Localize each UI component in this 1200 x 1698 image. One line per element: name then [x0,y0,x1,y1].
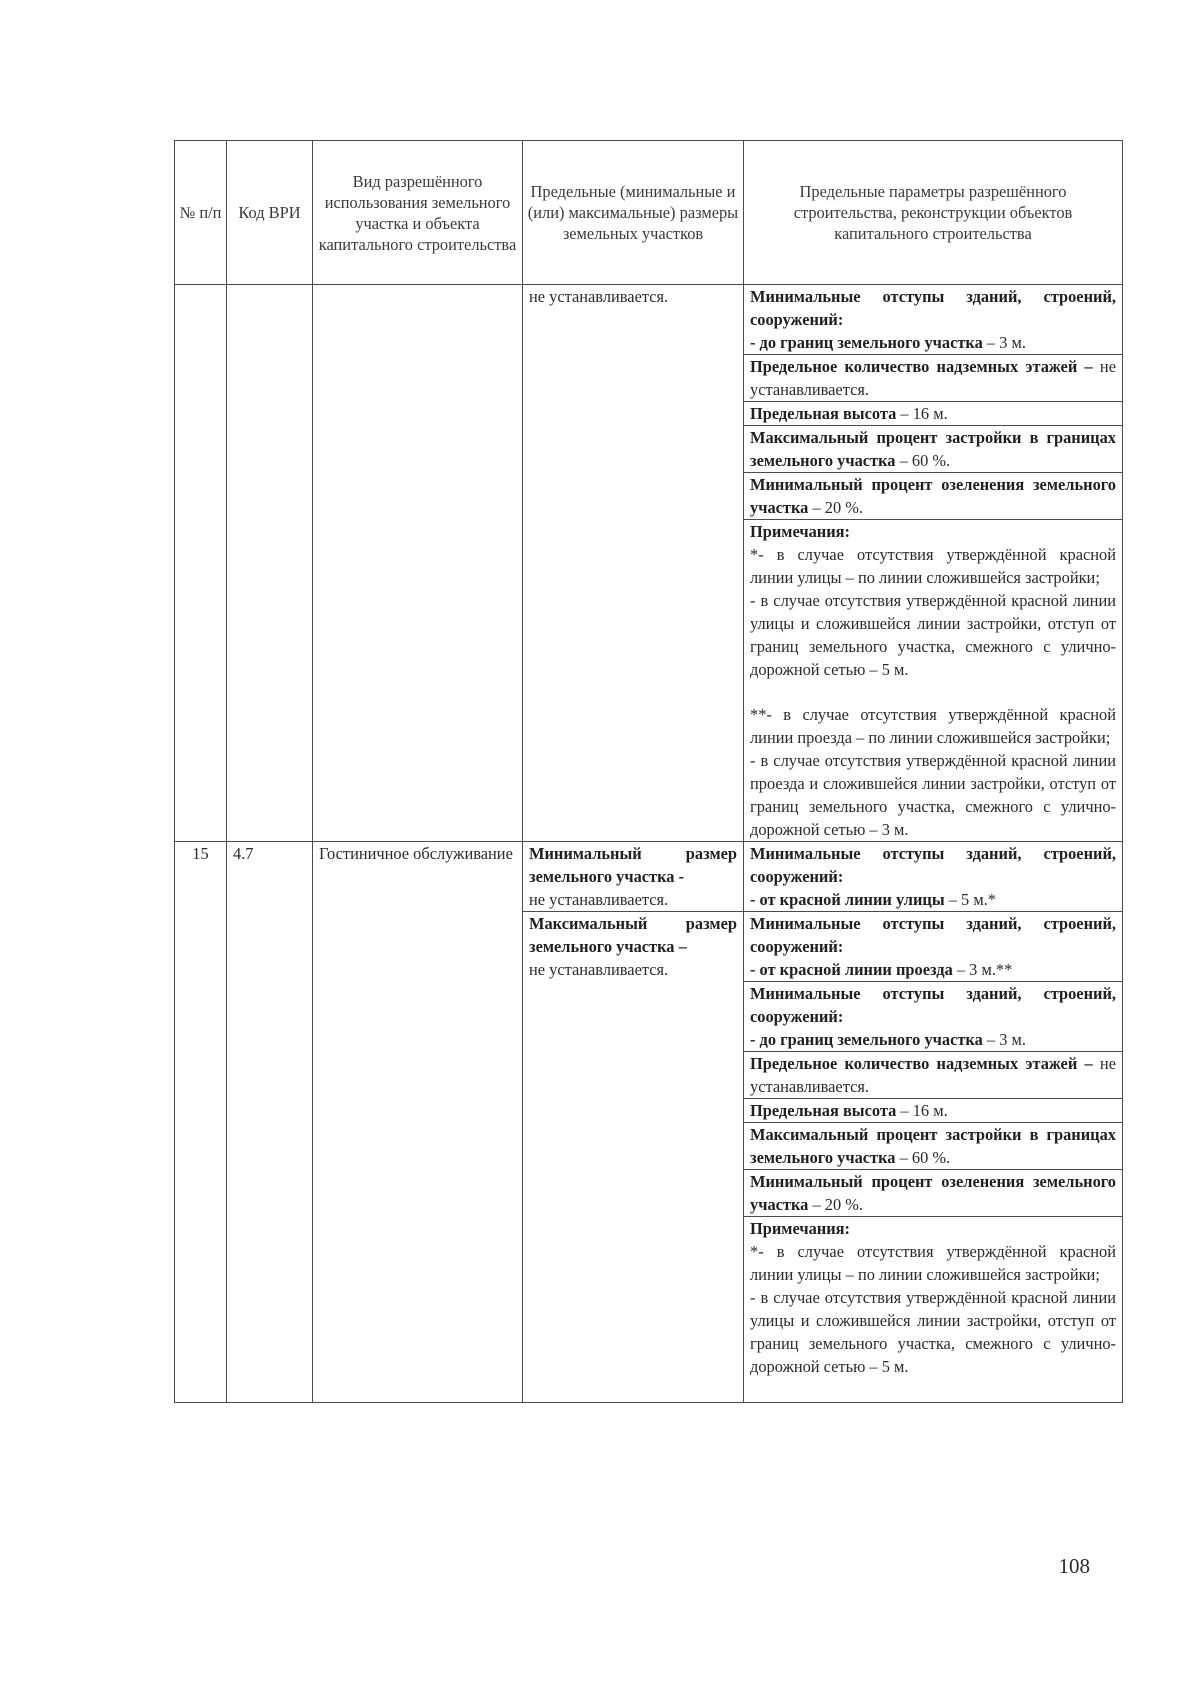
cont-setback-label: - до границ земельного участка [750,333,983,352]
table-row [175,842,1123,912]
cont-size-cell [523,285,744,842]
row15-street-title: Минимальные отступы зданий, строений, сооружений: [750,844,1116,886]
header-build-params: Предельные параметры разрешённого строительства, реконструкции объектов капитального строительства [744,141,1123,285]
row15-number: 15 [175,842,227,1403]
row15-height-cell [744,1099,1123,1123]
row15-green-value: – 20 %. [808,1195,863,1214]
row15-vri: Гостиничное обслуживание [313,842,523,1403]
cont-floors-value: не устанавливается. [750,357,1116,399]
cont-green-value: – 20 %. [808,498,863,517]
cont-vri-cell [313,285,523,842]
row15-height-value: – 16 м. [896,1101,948,1120]
row15-max-size-value: не устанавливается. [529,960,669,979]
table-row [175,285,1123,355]
row15-floors-cell [744,1052,1123,1099]
cont-number-cell [175,285,227,842]
row15-setback-value: – 3 м. [982,1030,1026,1049]
zoning-parameters-table [174,140,1123,1403]
cont-note-4: - в случае отсутствия утверждённой красной линии проезда и сложившейся линии застройки, отступ от границ земельного участка, смежного с улично-дорожной сетью – 3 м. [750,751,1116,839]
row15-street-cell [744,842,1123,912]
row15-setback-title: Минимальные отступы зданий, строений, сооружений: [750,984,1116,1026]
row15-build-cell [744,1123,1123,1170]
row15-drive-value: – 3 м.** [952,960,1013,979]
row15-max-size-cell [523,912,744,1403]
row15-street-label: - от красной линии улицы [750,890,945,909]
cont-code-cell [227,285,313,842]
cont-build-cell [744,426,1123,473]
cont-size-value: не устанавливается. [529,287,669,306]
cont-height-label: Предельная высота [750,404,897,423]
row15-note-1: *- в случае отсутствия утверждённой красной линии улицы – по линии сложившейся застройки; [750,1242,1116,1284]
cont-notes-cell [744,520,1123,842]
row15-max-size-label: Максимальный размер земельного участка – [529,914,737,956]
row15-floors-label: Предельное количество надземных этажей – [750,1054,1093,1073]
cont-note-1: *- в случае отсутствия утверждённой красной линии улицы – по линии сложившейся застройки; [750,545,1116,587]
cont-setback-cell [744,285,1123,355]
row15-code: 4.7 [227,842,313,1403]
cont-note-2: - в случае отсутствия утверждённой красной линии улицы и сложившейся линии застройки, отступ от границ земельного участка, смежного с улично-дорожной сетью – 5 м. [750,591,1116,679]
row15-green-label: Минимальный процент озеленения земельного участка [750,1172,1116,1214]
row15-notes-title: Примечания: [750,1219,850,1238]
row15-build-label: Максимальный процент застройки в границах земельного участка [750,1125,1116,1167]
row15-setback-label: - до границ земельного участка [750,1030,983,1049]
header-vri: Вид разрешённого использования земельного участка и объекта капитального строительства [313,141,523,285]
row15-min-size-label: Минимальный размер земельного участка - [529,844,737,886]
row15-drive-label: - от красной линии проезда [750,960,953,979]
row15-min-size-cell [523,842,744,912]
cont-notes-title: Примечания: [750,522,850,541]
row15-street-value: – 5 м.* [944,890,996,909]
cont-height-cell [744,402,1123,426]
row15-floors-value: не устанавливается. [750,1054,1116,1096]
row15-green-cell [744,1170,1123,1217]
cont-height-value: – 16 м. [896,404,948,423]
row15-build-value: – 60 %. [895,1148,951,1167]
header-code: Код ВРИ [227,141,313,285]
table-header-row [175,141,1123,285]
row15-notes-cell [744,1217,1123,1403]
cont-green-label: Минимальный процент озеленения земельного участка [750,475,1116,517]
page-number: 108 [1058,1554,1090,1578]
header-number: № п/п [175,141,227,285]
header-plot-size: Предельные (минимальные и (или) максимальные) размеры земельных участков [523,141,744,285]
row15-height-label: Предельная высота [750,1101,897,1120]
cont-note-3: **- в случае отсутствия утверждённой красной линии проезда – по линии сложившейся застройки; [750,705,1116,747]
cont-build-label: Максимальный процент застройки в границах земельного участка [750,428,1116,470]
cont-floors-cell [744,355,1123,402]
row15-setback-cell [744,982,1123,1052]
row15-drive-cell [744,912,1123,982]
row15-drive-title: Минимальные отступы зданий, строений, сооружений: [750,914,1116,956]
row15-min-size-value: не устанавливается. [529,890,669,909]
cont-setback-title: Минимальные отступы зданий, строений, сооружений: [750,287,1116,329]
cont-floors-label: Предельное количество надземных этажей – [750,357,1093,376]
cont-build-value: – 60 %. [895,451,951,470]
row15-note-2: - в случае отсутствия утверждённой красной линии улицы и сложившейся линии застройки, отступ от границ земельного участка, смежного с улично-дорожной сетью – 5 м. [750,1288,1116,1376]
cont-green-cell [744,473,1123,520]
cont-setback-value: – 3 м. [982,333,1026,352]
